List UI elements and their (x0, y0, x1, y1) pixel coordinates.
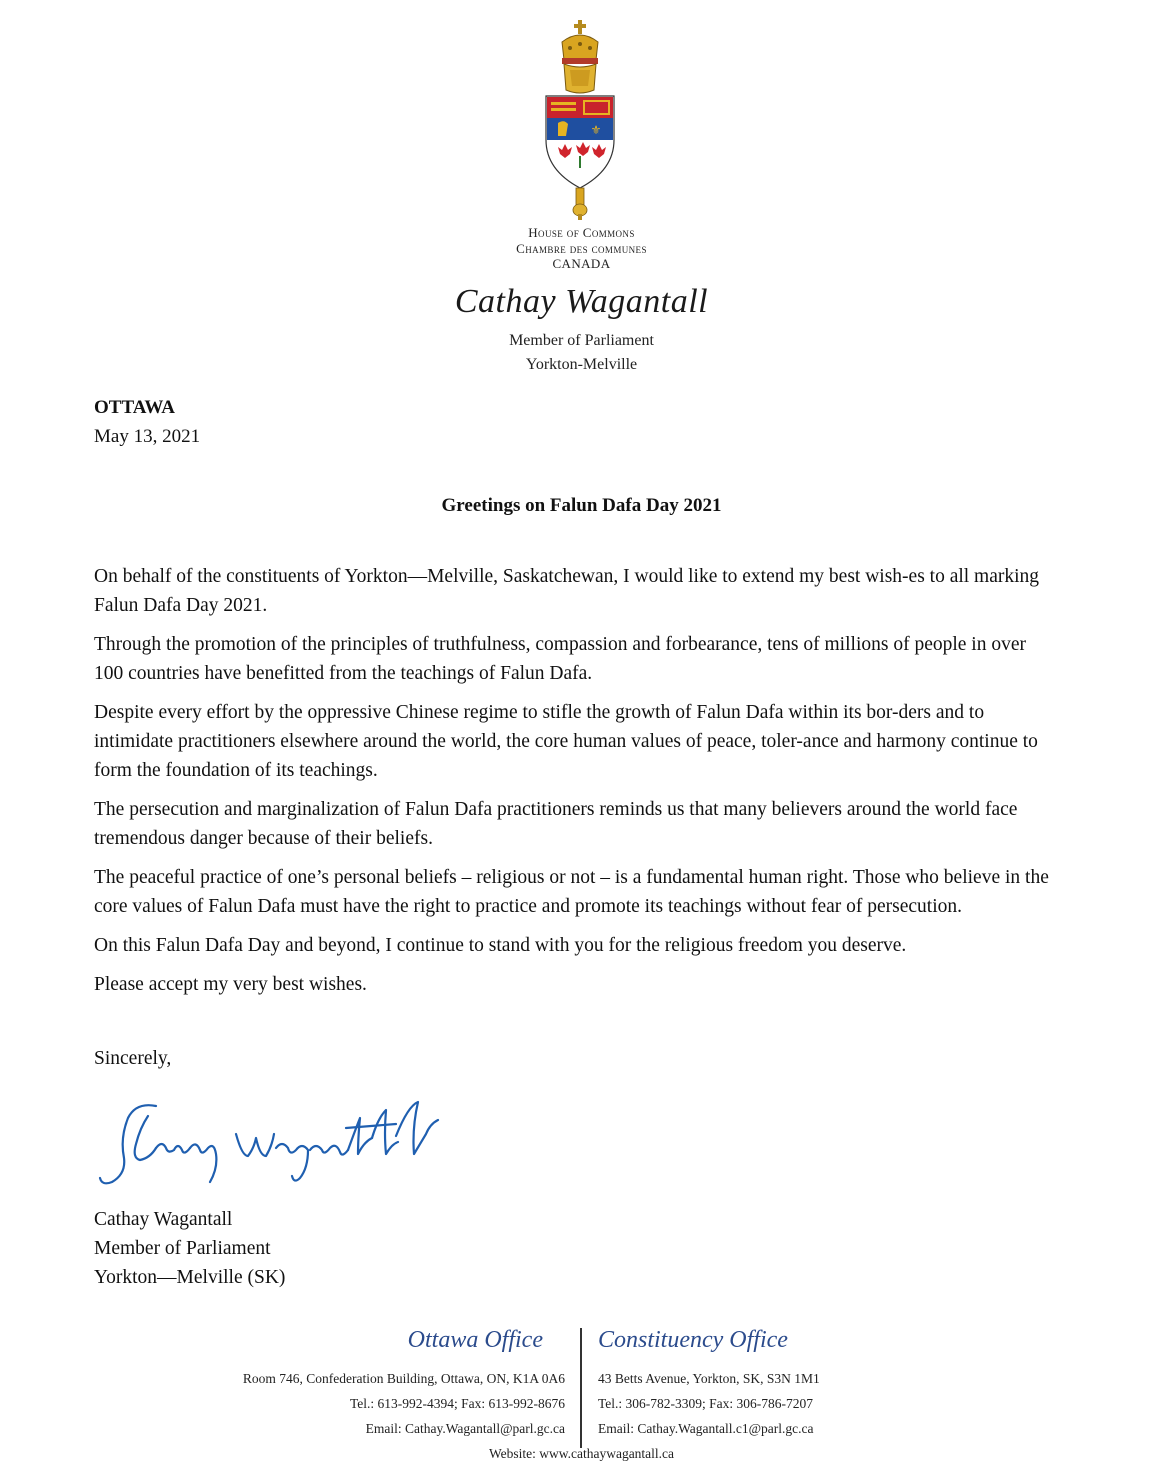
body-paragraph: Through the promotion of the principles of truthfulness, compassion and forbearance, tens of millions of people in over 100 countries have benefitted from the teachings of Falun Dafa. (94, 634, 1026, 684)
ottawa-office-heading: Ottawa Office (407, 1327, 543, 1353)
letter-closing: Sincerely, (94, 1048, 172, 1069)
signatory-riding: Yorkton—Melville (SK) (94, 1267, 286, 1288)
constituency-office-address: 43 Betts Avenue, Yorkton, SK, S3N 1M1 (598, 1371, 820, 1386)
body-paragraph: Please accept my very best wishes. (94, 974, 367, 995)
house-of-commons-crest-icon (538, 20, 622, 222)
house-of-commons-label: House of Commons (528, 225, 635, 240)
letter-body (94, 562, 1059, 1009)
letter-date: May 13, 2021 (94, 426, 201, 447)
letterhead-mp-name: Cathay Wagantall (454, 283, 709, 320)
chambre-des-communes-label: Chambre des communes (516, 241, 647, 256)
signatory-title: Member of Parliament (94, 1238, 271, 1259)
letter-title: Greetings on Falun Dafa Day 2021 (441, 495, 722, 516)
signatory-name: Cathay Wagantall (94, 1209, 233, 1230)
body-paragraph: Despite every effort by the oppressive Chinese regime to stifle the growth of Falun Dafa within its bor-ders and to intimidate practitioners elsewhere around the world, the core human values of peace, toler-ance and harmony continue to form the foundation of its teachings. (94, 702, 1038, 781)
constituency-office-email[interactable]: Email: Cathay.Wagantall.c1@parl.gc.ca (598, 1421, 814, 1436)
letterhead-riding: Yorkton-Melville (525, 356, 638, 373)
body-paragraph: On this Falun Dafa Day and beyond, I continue to stand with you for the religious freedom you deserve. (94, 935, 907, 956)
svg-text:⚜: ⚜ (590, 123, 602, 137)
body-paragraph: The peaceful practice of one’s personal beliefs – religious or not – is a fundamental human right. Those who believe in the core values of Falun Dafa must have the right to practice and promote its teachings without fear of persecution. (94, 867, 1049, 917)
ottawa-office-phone: Tel.: 613-992-4394; Fax: 613-992-8676 (349, 1396, 565, 1411)
ottawa-office-address: Room 746, Confederation Building, Ottawa, ON, K1A 0A6 (242, 1371, 565, 1386)
canada-label: CANADA (552, 256, 611, 271)
ottawa-office-email[interactable]: Email: Cathay.Wagantall@parl.gc.ca (365, 1421, 565, 1436)
footer-divider (580, 1328, 582, 1448)
constituency-office-heading: Constituency Office (598, 1327, 788, 1353)
body-paragraph: On behalf of the constituents of Yorkton—Melville, Saskatchewan, I would like to extend my best wish-es to all marking Falun Dafa Day 2021. (94, 566, 1040, 616)
letter-place: OTTAWA (94, 397, 175, 418)
website-link[interactable]: Website: www.cathaywagantall.ca (488, 1446, 675, 1461)
body-paragraph: The persecution and marginalization of Falun Dafa practitioners reminds us that many believers around the world face tremendous danger because of their beliefs. (94, 799, 1018, 849)
handwritten-signature (96, 1098, 448, 1190)
constituency-office-phone: Tel.: 306-782-3309; Fax: 306-786-7207 (598, 1396, 814, 1411)
letterhead-mp-title: Member of Parliament (509, 332, 654, 349)
